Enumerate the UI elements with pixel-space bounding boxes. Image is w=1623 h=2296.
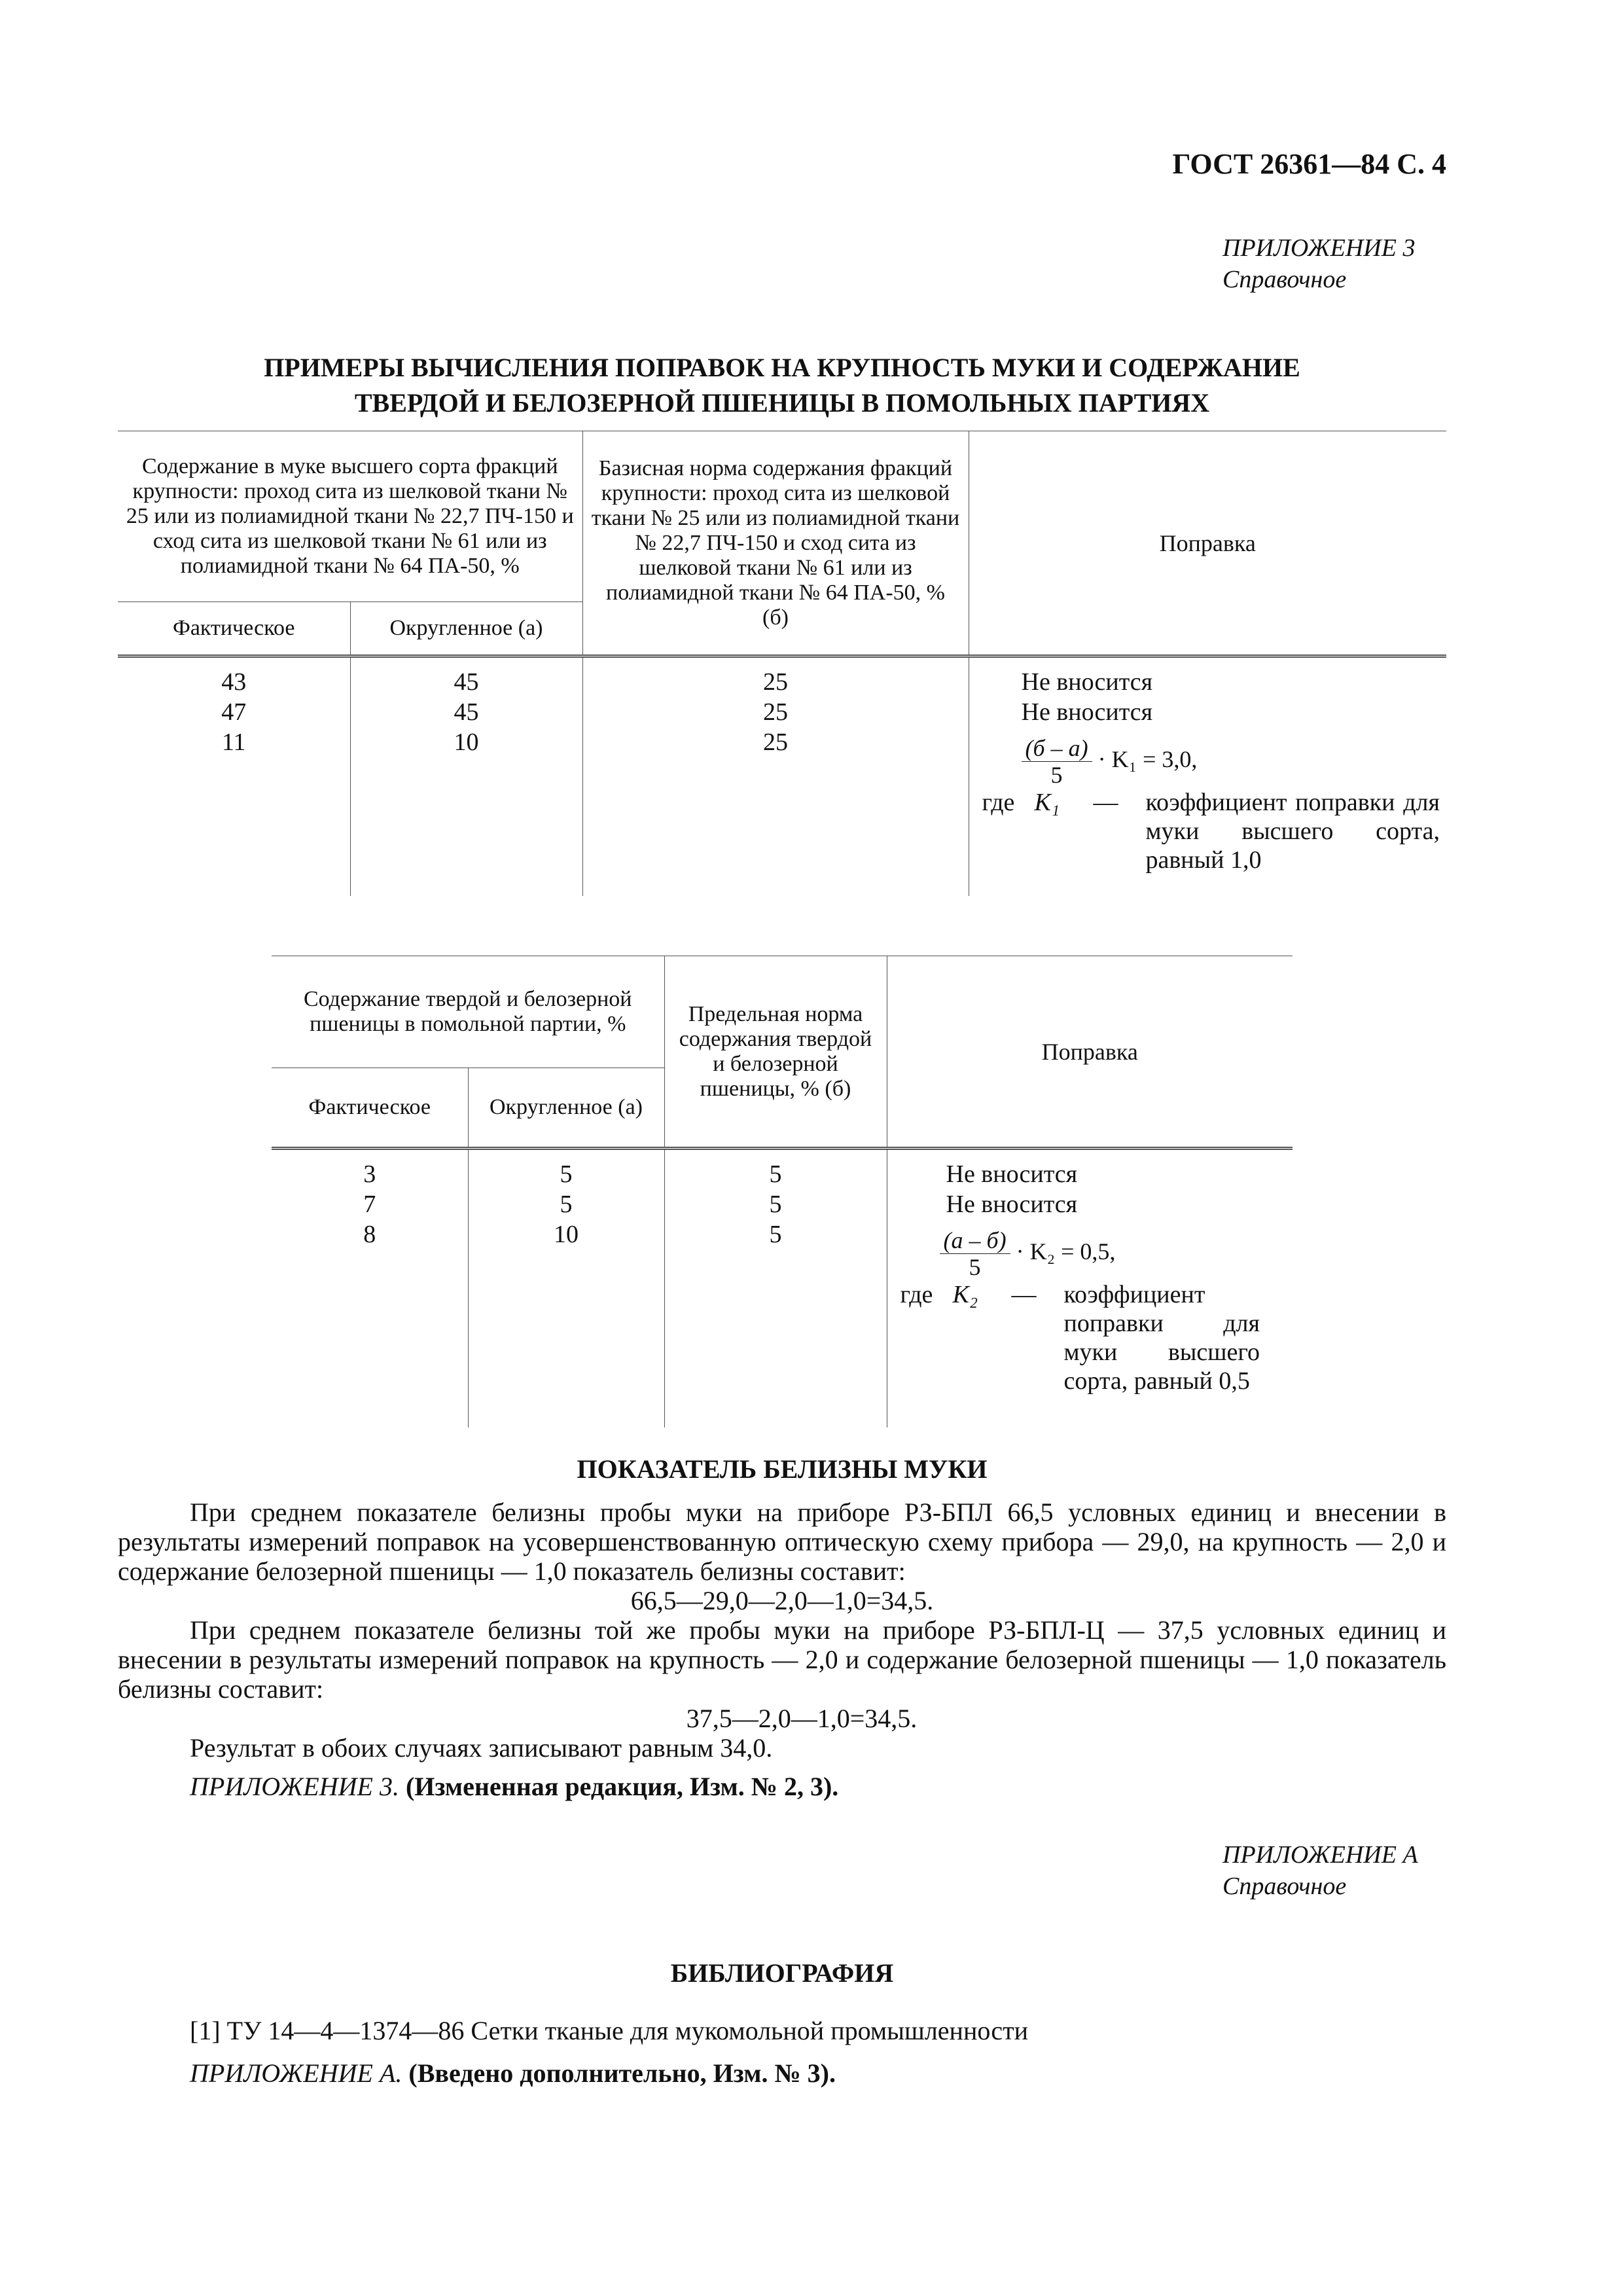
examples-title-line2: ТВЕРДОЙ И БЕЛОЗЕРНОЙ ПШЕНИЦЫ В ПОМОЛЬНЫХ ПАРТИЯХ xyxy=(354,388,1210,418)
t1-col-norm xyxy=(582,656,969,897)
table-cell: 25 xyxy=(763,698,788,726)
table-cell: 8 xyxy=(363,1221,376,1248)
appendix-a-label: ПРИЛОЖЕНИЕ А xyxy=(1222,1841,1418,1869)
t2-where-dash: — xyxy=(1011,1281,1037,1308)
t1-formula-rest: · K₁ = 3,0, xyxy=(1097,745,1198,772)
t2-fraction xyxy=(940,1227,1010,1280)
table-cell: 10 xyxy=(554,1221,579,1248)
t1-header-correction: Поправка xyxy=(969,431,1446,656)
t2-col-correction xyxy=(887,1149,1293,1428)
t2-fraction-numerator: (а – б) xyxy=(940,1227,1010,1254)
t1-where-k: K₁ xyxy=(1034,789,1060,816)
appendix-3-label: ПРИЛОЖЕНИЕ 3 xyxy=(1222,234,1416,262)
t1-where-word: где xyxy=(982,789,1015,816)
t2-col-rounded xyxy=(468,1149,664,1428)
t2-formula xyxy=(901,1227,1287,1280)
t2-header-norm: Предельная норма содержания твердой и белозерной пшеницы, % (б) xyxy=(664,956,887,1149)
fineness-correction-table xyxy=(118,431,1446,896)
t1-sub-rounded: Округленное (а) xyxy=(350,602,582,656)
appendix-3-note-change: (Измененная редакция, Изм. № 2, 3). xyxy=(405,1772,839,1801)
table-cell: 11 xyxy=(221,728,246,756)
whiteness-paragraph-1: При среднем показателе белизны пробы муки на приборе РЗ-БПЛ 66,5 условных единиц и внесении в результаты измерений поправок на усовершенствованную оптическую схему прибора — 29,0, на крупность — 2,0 и содержание белозерной пшеницы — 1,0 показатель белизны составит: xyxy=(118,1498,1446,1586)
t1-where-dash: — xyxy=(1093,789,1118,816)
table-cell: 7 xyxy=(363,1191,376,1218)
examples-title xyxy=(118,350,1446,421)
table-cell: 5 xyxy=(769,1221,782,1248)
bibliography-body xyxy=(190,2016,1446,2088)
t2-corr-row1: Не вносится xyxy=(946,1160,1078,1188)
t2-col-norm xyxy=(664,1149,887,1428)
table-cell: 5 xyxy=(560,1191,573,1218)
t2-fraction-denominator: 5 xyxy=(969,1254,981,1280)
appendix-a-note xyxy=(190,2058,1446,2088)
t2-where xyxy=(901,1280,1287,1395)
t2-sub-actual: Фактическое xyxy=(272,1068,468,1149)
t1-sub-actual: Фактическое xyxy=(118,602,350,656)
t2-corr-row2: Не вносится xyxy=(946,1191,1078,1218)
t1-header-content: Содержание в муке высшего сорта фракций крупности: проход сита из шелковой ткани № 25 или из полиамидной ткани № 22,7 ПЧ-150 и сход сита из шелковой ткани № 61 или из полиамидной ткани № 64 ПА-50, % xyxy=(118,431,582,602)
t1-corr-row1: Не вносится xyxy=(1021,668,1153,696)
hard-wheat-correction-table xyxy=(272,956,1293,1427)
t1-corr-row2: Не вносится xyxy=(1021,698,1153,726)
whiteness-paragraph-3: Результат в обоих случаях записывают равным 34,0. xyxy=(190,1733,773,1763)
whiteness-paragraph-2: При среднем показателе белизны той же пробы муки на приборе РЗ-БПЛ-Ц — 37,5 условных единиц и внесении в результаты измерений поправок на крупность — 2,0 и содержание белозерной пшеницы — 1,0 показатель белизны составит: xyxy=(118,1615,1446,1704)
t1-fraction-denominator: 5 xyxy=(1050,762,1063,788)
t2-formula-rest: · K₂ = 0,5, xyxy=(1016,1238,1116,1265)
t1-formula xyxy=(982,735,1440,788)
whiteness-body xyxy=(118,1498,1446,1801)
page-header: ГОСТ 26361—84 С. 4 xyxy=(1172,148,1446,180)
table-cell: 5 xyxy=(560,1160,573,1188)
t2-col-actual xyxy=(272,1149,468,1428)
appendix-3-note xyxy=(118,1772,1446,1801)
appendix-a-note-change: (Введено дополнительно, Изм. № 3). xyxy=(408,2058,836,2088)
t1-fraction xyxy=(1022,735,1092,788)
t2-sub-rounded: Округленное (а) xyxy=(468,1068,664,1149)
appendix-a-note-label: ПРИЛОЖЕНИЕ А. xyxy=(190,2058,402,2088)
t1-where-text: коэффициент поправки для муки высшего сорта, равный 1,0 xyxy=(1145,789,1440,874)
table-cell: 5 xyxy=(769,1160,782,1188)
whiteness-title: ПОКАЗАТЕЛЬ БЕЛИЗНЫ МУКИ xyxy=(577,1454,988,1484)
table-cell: 3 xyxy=(363,1160,376,1188)
t1-fraction-numerator: (б – а) xyxy=(1022,735,1092,762)
t2-header-content: Содержание твердой и белозерной пшеницы в помольной партии, % xyxy=(272,956,664,1068)
whiteness-equation-1: 66,5—29,0—2,0—1,0=34,5. xyxy=(630,1586,934,1615)
t1-col-actual xyxy=(118,656,350,897)
table-cell: 10 xyxy=(454,728,479,756)
t2-header-correction: Поправка xyxy=(887,956,1293,1149)
table-cell: 43 xyxy=(221,668,247,696)
table-cell: 25 xyxy=(763,668,788,696)
examples-title-line1: ПРИМЕРЫ ВЫЧИСЛЕНИЯ ПОПРАВОК НА КРУПНОСТЬ МУКИ И СОДЕРЖАНИЕ xyxy=(264,353,1300,382)
appendix-3-kind: Справочное xyxy=(1222,266,1347,293)
table-cell: 25 xyxy=(763,728,788,756)
t1-col-correction xyxy=(969,656,1446,897)
table-cell: 47 xyxy=(221,698,247,726)
table-cell: 45 xyxy=(454,698,479,726)
table-cell: 45 xyxy=(454,668,479,696)
appendix-3-block xyxy=(1222,232,1445,295)
appendix-a-kind: Справочное xyxy=(1222,1873,1347,1900)
t1-col-rounded xyxy=(350,656,582,897)
t2-where-k: K₂ xyxy=(952,1281,978,1308)
t1-header-norm: Базисная норма содержания фракций крупности: проход сита из шелковой ткани № 25 или из полиамидной ткани № 22,7 ПЧ-150 и сход сита из шелковой ткани № 61 или из полиамидной ткани № 64 ПА-50, % (б) xyxy=(582,431,969,656)
whiteness-equation-2: 37,5—2,0—1,0=34,5. xyxy=(686,1704,918,1733)
bibliography-item-1: [1] ТУ 14—4—1374—86 Сетки тканые для мукомольной промышленности xyxy=(190,2016,1028,2045)
t2-where-word: где xyxy=(900,1281,933,1308)
appendix-3-note-label: ПРИЛОЖЕНИЕ 3. xyxy=(190,1772,399,1801)
appendix-a-block xyxy=(1222,1839,1445,1902)
t1-where xyxy=(982,788,1440,874)
t2-where-text: коэффициент поправки для муки высшего сорта, равный 0,5 xyxy=(1063,1281,1260,1395)
bibliography-title: БИБЛИОГРАФИЯ xyxy=(670,1958,894,1988)
table-cell: 5 xyxy=(769,1191,782,1218)
